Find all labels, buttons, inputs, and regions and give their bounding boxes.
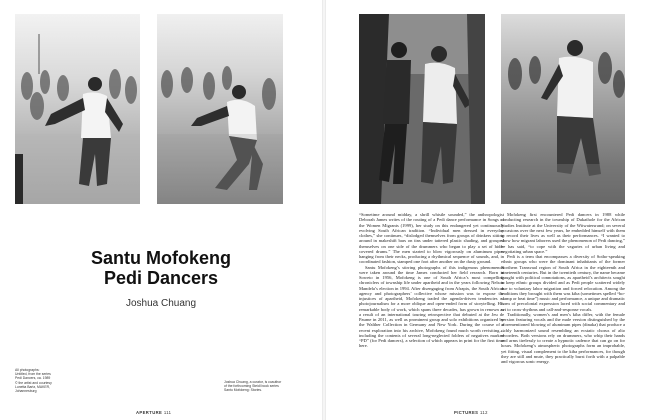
photo-dancer-crouch bbox=[157, 14, 283, 204]
caption-line: Santu Mofokeng: Stories. bbox=[224, 388, 263, 393]
article-title-line2: Pedi Dancers bbox=[103, 268, 219, 288]
folio-number: 112 bbox=[479, 410, 488, 415]
caption-line: Lunetta Bartz, MAKER, bbox=[15, 384, 51, 389]
caption-line: © the artist and courtesy bbox=[15, 380, 52, 385]
folio-label: PICTURES bbox=[454, 410, 479, 415]
photo-dancer-stride bbox=[501, 14, 625, 204]
photo-credit-caption bbox=[15, 368, 75, 393]
caption-line: of the forthcoming Steidl book series bbox=[224, 384, 279, 389]
caption-line: Joshua Chuang, a curator, is coauthor bbox=[224, 380, 282, 384]
left-page bbox=[0, 0, 322, 420]
article-paragraph: Traditionally, women’s and men’s kiba differ, with the female version featuring vocals and the male version distinguished by the aforementioned blowing of aluminum pipes (dinaka) that produce a richly harmonized sound resembling an ecstatic chorus of alto recorders. Both versions rely on drummers, who whip their hands and arms tirelessly to create a hypnotic cadence that can go on for hours. Mofokeng’s atmospheric photographs form an improbable, yet fitting, visual complement to the kiba performances, for though they are still and mute, they practically burst forth with a palpable and vigorous sonic energy. bbox=[501, 311, 625, 364]
article-author: Joshua Chuang bbox=[125, 298, 197, 309]
article-title-line1: Santu Mofokeng bbox=[91, 248, 231, 268]
article-paragraph: Pedi is a term that encompasses a diversity of Sotho-speaking ethnic groups who were the dominant inhabitants of the former Northern Transvaal region of South Africa in the eighteenth and nineteenth centuries. But in the twentieth century, the name became fraught with political connotations, as apartheid’s architects sought to keep ethnic groups divided and as Pedi people scattered widely due to voluntary labor migration and forced relocation. Among the traditions they brought with them was kiba (sometimes spelled “bo-stamp or beat time”) music and performance, a unique and dramatic form of precolonial expression laced with social commentary and set to cross-rhythms and call-and-response vocals. bbox=[501, 254, 625, 312]
caption-line: Pedi Dancers, ca. 1989 bbox=[15, 376, 51, 381]
caption-line: Johannesburg bbox=[15, 389, 37, 394]
photo-dancer-left bbox=[15, 14, 140, 204]
article-paragraph: Mofokeng first encountered Pedi dancers in 1988 while conducting research in the township of Dukathole for the African Studies Institute at the University of the Witwatersrand; on several occasions over the next few years, he embedded himself with them to record their lives as well as their performances. “I wanted to show how migrant laborers used the phenomenon of Pedi dancing,” he has said, “to cope with the vagaries of urban living and negotiating urban space.” bbox=[501, 212, 625, 254]
folio-number: 111 bbox=[163, 410, 172, 415]
folio-right bbox=[454, 410, 488, 415]
article-column-right bbox=[501, 212, 625, 408]
article-paragraph: “Sometime around midday, a shrill whistle sounded,” the anthropologist Deborah James writes of the routing of a Pedi dance performance in Songs of the Women Migrants (1999), her study on this endangered yet continuously evolving South African tradition. “Individual men dressed in everyday clothes,” she continues, “dislodged themselves from groups of drinkers sitting around in makeshift bars on tins under tattered plastic shading, and grouped themselves on one side of the drummers who began to play a set of hide-covered drums.” The men started to blow vigorously on aluminum pipes hanging from their necks, producing a rhythmical sequence of sounds, and, in coordinated fashion, stamped one foot after another on the dusty ground. bbox=[359, 212, 504, 265]
folio-left bbox=[136, 410, 171, 415]
photo-dancers-group bbox=[359, 14, 485, 204]
folio-label: APERTURE bbox=[136, 410, 163, 415]
right-page bbox=[326, 0, 648, 420]
caption-line: All photographs: bbox=[15, 368, 40, 372]
caption-line: Untitled, from the series bbox=[15, 372, 51, 377]
article-title-block bbox=[18, 248, 304, 309]
article-paragraph: Santu Mofokeng’s stirring photographs of this indigenous phenomenon were taken around the time James conducted her field research. Born in Soweto in 1956, Mofokeng is one of South Africa’s most compelling chroniclers of township life under apartheid and in the years following Nelson Mandela’s election in 1994. After disengaging from Afrapix, the South African agency and photographers’ collective whose mission was to expose the injustices of apartheid, Mofokeng traded the agenda-driven tendencies of photojournalism for a more oblique and open-ended form of storytelling. His remarkable body of work, which spans three decades, has grown in renown as a result of an international touring retrospective that debuted at the Jeu de Paume in 2011, as well as prominent group and solo exhibitions organized by the Walther Collection in Germany and New York. During the course of a recent exploration into his archive, Mofokeng found much worth revisiting—including the contents of several long-neglected folders of negatives marked “PD” (for Pedi dancers), a selection of which appears in print for the first time here. bbox=[359, 264, 504, 349]
author-bio-caption bbox=[224, 380, 302, 393]
article-column-left bbox=[359, 212, 504, 408]
